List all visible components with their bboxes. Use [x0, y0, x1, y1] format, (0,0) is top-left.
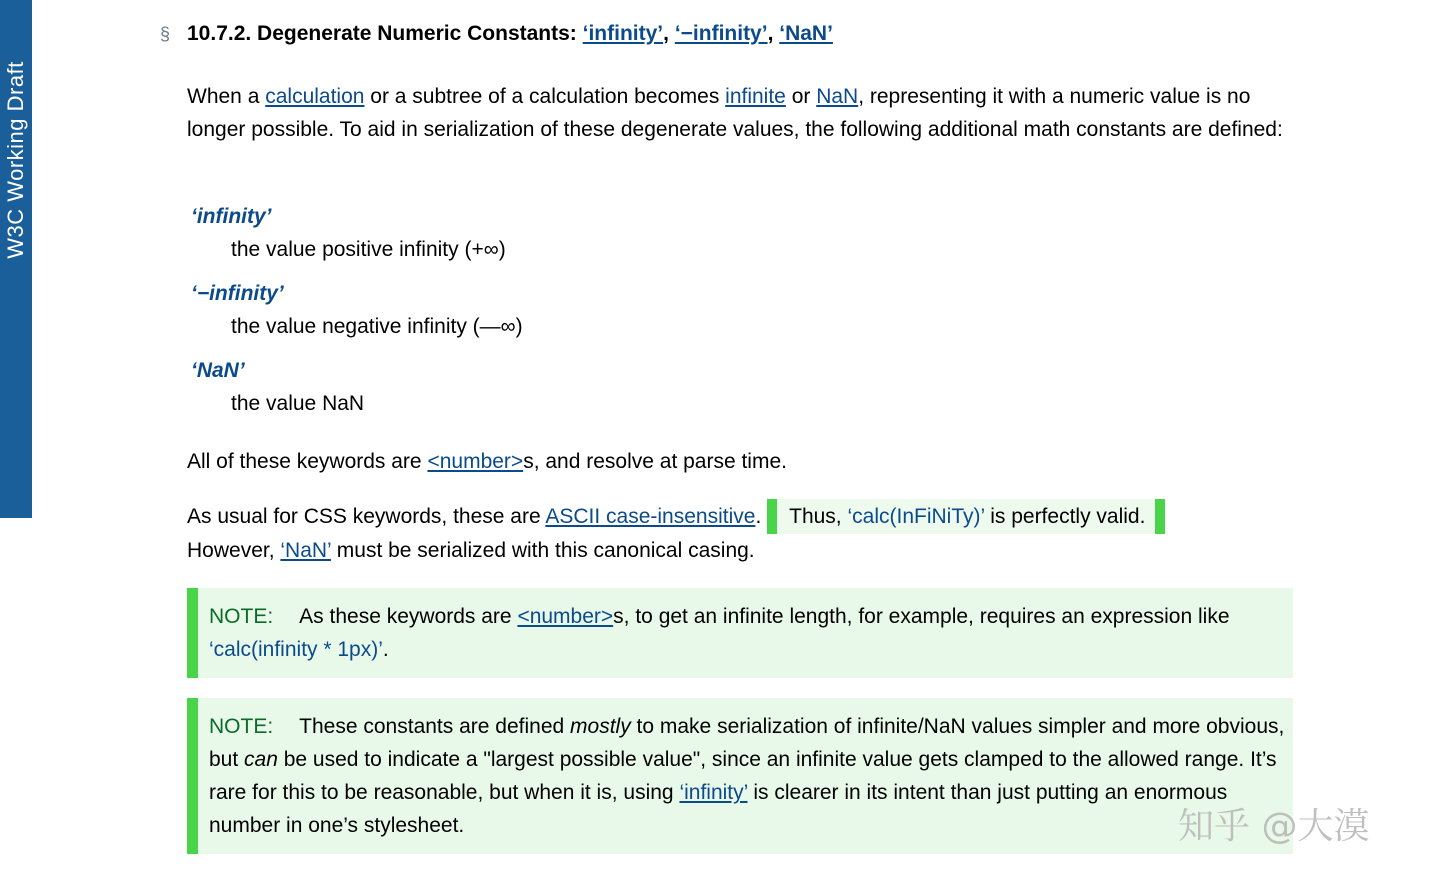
section-heading: 10.7.2. Degenerate Numeric Constants: ‘infinity’, ‘−infinity’, ‘NaN’: [187, 22, 833, 45]
section-anchor-icon[interactable]: §: [160, 24, 171, 44]
heading-link-nan[interactable]: ‘NaN’: [779, 22, 833, 45]
heading-link-infinity[interactable]: ‘infinity’: [582, 22, 664, 45]
note-code: ‘calc(infinity * 1px)’: [209, 638, 383, 661]
link-nan[interactable]: NaN: [816, 85, 859, 108]
status-label: W3C Working Draft: [3, 61, 28, 259]
link-number-type[interactable]: <number>: [427, 450, 524, 473]
definition-term: ‘−infinity’: [191, 282, 284, 305]
definition-term: ‘NaN’: [191, 359, 245, 382]
definition-desc: the value negative infinity (—∞): [231, 315, 523, 338]
example-code: ‘calc(InFiNiTy)’: [847, 505, 985, 528]
heading-text: 10.7.2. Degenerate Numeric Constants:: [187, 22, 583, 45]
inline-example: Thus, ‘calc(InFiNiTy)’ is perfectly valid.: [767, 499, 1165, 534]
definition-desc: the value NaN: [231, 392, 365, 415]
intro-paragraph: When a calculation or a subtree of a calculation becomes infinite or NaN, representing it with a numeric value is no longer possible. To aid in serialization of these degenerate values, the following additional math constants are defined:: [187, 85, 1283, 141]
heading-link-negative-infinity[interactable]: ‘−infinity’: [674, 22, 768, 45]
link-number-type[interactable]: <number>: [517, 605, 614, 628]
case-paragraph: As usual for CSS keywords, these are ASCII case-insensitive. Thus, ‘calc(InFiNiTy)’ is perfectly valid. However, ‘NaN’ must be serialized with this canonical casing.: [187, 499, 1297, 567]
w3c-status-sidebar[interactable]: [0, 0, 32, 518]
note-box: NOTE: As these keywords are <number>s, to get an infinite length, for example, requires an expression like ‘calc(infinity * 1px)’.: [187, 588, 1293, 678]
note-label: NOTE:: [209, 605, 274, 628]
keywords-paragraph: All of these keywords are <number>s, and resolve at parse time.: [187, 450, 787, 473]
link-nan-keyword[interactable]: ‘NaN’: [280, 539, 331, 562]
zhihu-watermark: 知乎 @大漠: [1178, 806, 1370, 847]
definition-desc: the value positive infinity (+∞): [231, 238, 506, 261]
note-label: NOTE:: [209, 715, 274, 738]
link-ascii-case-insensitive[interactable]: ASCII case-insensitive: [545, 505, 756, 528]
link-infinity-keyword[interactable]: ‘infinity’: [679, 781, 748, 804]
emphasis-mostly: mostly: [570, 715, 631, 738]
note-box: NOTE: These constants are defined mostly to make serialization of infinite/NaN values simpler and more obvious, but can be used to indicate a "largest possible value", since an infinite value gets clamped to the allowed range. It’s rare for this to be reasonable, but when it is, using ‘infinity’ is clearer in its intent than just putting an enormous number in one’s stylesheet.: [187, 698, 1293, 854]
link-calculation[interactable]: calculation: [265, 85, 365, 108]
emphasis-can: can: [244, 748, 278, 771]
link-infinite[interactable]: infinite: [725, 85, 786, 108]
definition-term: ‘infinity’: [191, 205, 272, 228]
